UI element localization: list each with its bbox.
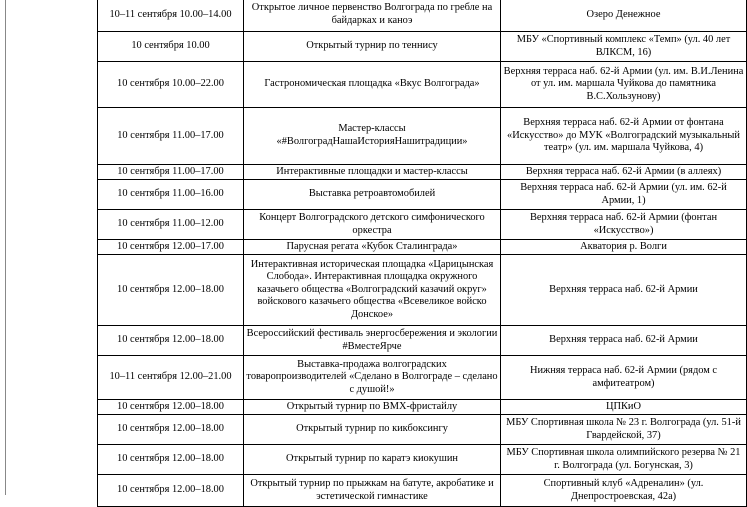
table-row: [98, 255, 747, 326]
schedule-body: [98, 0, 747, 507]
event-date-cell: 10 сентября 11.00–16.00: [98, 180, 244, 210]
event-name-cell: Выставка-продажа волгоградских товаропроизводителей «Сделано в Волгограде – сделано с душой!»: [244, 356, 501, 400]
event-date-cell: 10 сентября 12.00–18.00: [98, 400, 244, 415]
table-row: [98, 0, 747, 32]
events-schedule-table: [97, 0, 747, 507]
event-place-cell: Верхняя терраса наб. 62-й Армии от фонтана «Искусство» до МУК «Волгоградский музыкальный театр» (ул. им. маршала Чуйкова, 4): [501, 108, 747, 165]
table-row: [98, 475, 747, 507]
event-name-cell: Концерт Волгоградского детского симфонического оркестра: [244, 210, 501, 240]
event-name-cell: Открытый турнир по кикбоксингу: [244, 415, 501, 445]
event-place-cell: МБУ Спортивная школа № 23 г. Волгограда (ул. 51-й Гвардейской, 37): [501, 415, 747, 445]
event-date-cell: 10–11 сентября 12.00–21.00: [98, 356, 244, 400]
event-date-cell: 10 сентября 11.00–12.00: [98, 210, 244, 240]
event-name-cell: Открытый турнир по BMX-фристайлу: [244, 400, 501, 415]
event-place-cell: МБУ «Спортивный комплекс «Темп» (ул. 40 лет ВЛКСМ, 16): [501, 32, 747, 62]
event-date-cell: 10 сентября 12.00–18.00: [98, 415, 244, 445]
event-place-cell: Верхняя терраса наб. 62-й Армии (в аллеях): [501, 165, 747, 180]
event-name-cell: Всероссийский фестиваль энергосбережения и экологии #ВместеЯрче: [244, 326, 501, 356]
table-row: [98, 165, 747, 180]
event-name-cell: Мастер-классы «#ВолгоградНашаИсторияНашитрадиции»: [244, 108, 501, 165]
event-name-cell: Открытое личное первенство Волгограда по гребле на байдарках и каноэ: [244, 0, 501, 32]
event-date-cell: 10 сентября 11.00–17.00: [98, 108, 244, 165]
event-place-cell: Верхняя терраса наб. 62-й Армии (ул. им. В.И.Ленина от ул. им. маршала Чуйкова до памятника В.С.Хользунову): [501, 62, 747, 108]
event-date-cell: 10 сентября 10.00: [98, 32, 244, 62]
event-name-cell: Открытый турнир по прыжкам на батуте, акробатике и эстетической гимнастике: [244, 475, 501, 507]
event-date-cell: 10 сентября 12.00–18.00: [98, 475, 244, 507]
table-row: [98, 326, 747, 356]
table-row: [98, 356, 747, 400]
event-place-cell: Верхняя терраса наб. 62-й Армии: [501, 326, 747, 356]
event-name-cell: Парусная регата «Кубок Сталинграда»: [244, 240, 501, 255]
event-name-cell: Гастрономическая площадка «Вкус Волгограда»: [244, 62, 501, 108]
event-date-cell: 10 сентября 12.00–18.00: [98, 445, 244, 475]
event-date-cell: 10 сентября 12.00–18.00: [98, 326, 244, 356]
event-place-cell: МБУ Спортивная школа олимпийского резерва № 21 г. Волгограда (ул. Богунская, 3): [501, 445, 747, 475]
event-place-cell: Верхняя терраса наб. 62-й Армии (ул. им. 62-й Армии, 1): [501, 180, 747, 210]
table-row: [98, 400, 747, 415]
event-name-cell: Интерактивные площадки и мастер-классы: [244, 165, 501, 180]
event-name-cell: Открытый турнир по каратэ киокушин: [244, 445, 501, 475]
event-name-cell: Выставка ретроавтомобилей: [244, 180, 501, 210]
event-date-cell: 10 сентября 12.00–17.00: [98, 240, 244, 255]
event-date-cell: 10 сентября 10.00–22.00: [98, 62, 244, 108]
table-row: [98, 210, 747, 240]
event-date-cell: 10 сентября 11.00–17.00: [98, 165, 244, 180]
event-place-cell: Спортивный клуб «Адреналин» (ул. Днепростроевская, 42а): [501, 475, 747, 507]
event-name-cell: Открытый турнир по теннису: [244, 32, 501, 62]
table-row: [98, 240, 747, 255]
table-row: [98, 108, 747, 165]
event-place-cell: Акватория р. Волги: [501, 240, 747, 255]
event-date-cell: 10 сентября 12.00–18.00: [98, 255, 244, 326]
table-row: [98, 445, 747, 475]
event-place-cell: Верхняя терраса наб. 62-й Армии: [501, 255, 747, 326]
event-date-cell: 10–11 сентября 10.00–14.00: [98, 0, 244, 32]
event-place-cell: Озеро Денежное: [501, 0, 747, 32]
event-name-cell: Интерактивная историческая площадка «Царицынская Слобода». Интерактивная площадка окружного казачьего общества «Волгоградский казачий округ» войскового казачьего общества «Всевеликое войско Донское»: [244, 255, 501, 326]
page-edge-rule: [5, 0, 6, 495]
event-place-cell: Нижняя терраса наб. 62-й Армии (рядом с амфитеатром): [501, 356, 747, 400]
event-place-cell: ЦПКиО: [501, 400, 747, 415]
table-row: [98, 415, 747, 445]
table-row: [98, 180, 747, 210]
event-place-cell: Верхняя терраса наб. 62-й Армии (фонтан «Искусство»): [501, 210, 747, 240]
table-row: [98, 62, 747, 108]
table-row: [98, 32, 747, 62]
